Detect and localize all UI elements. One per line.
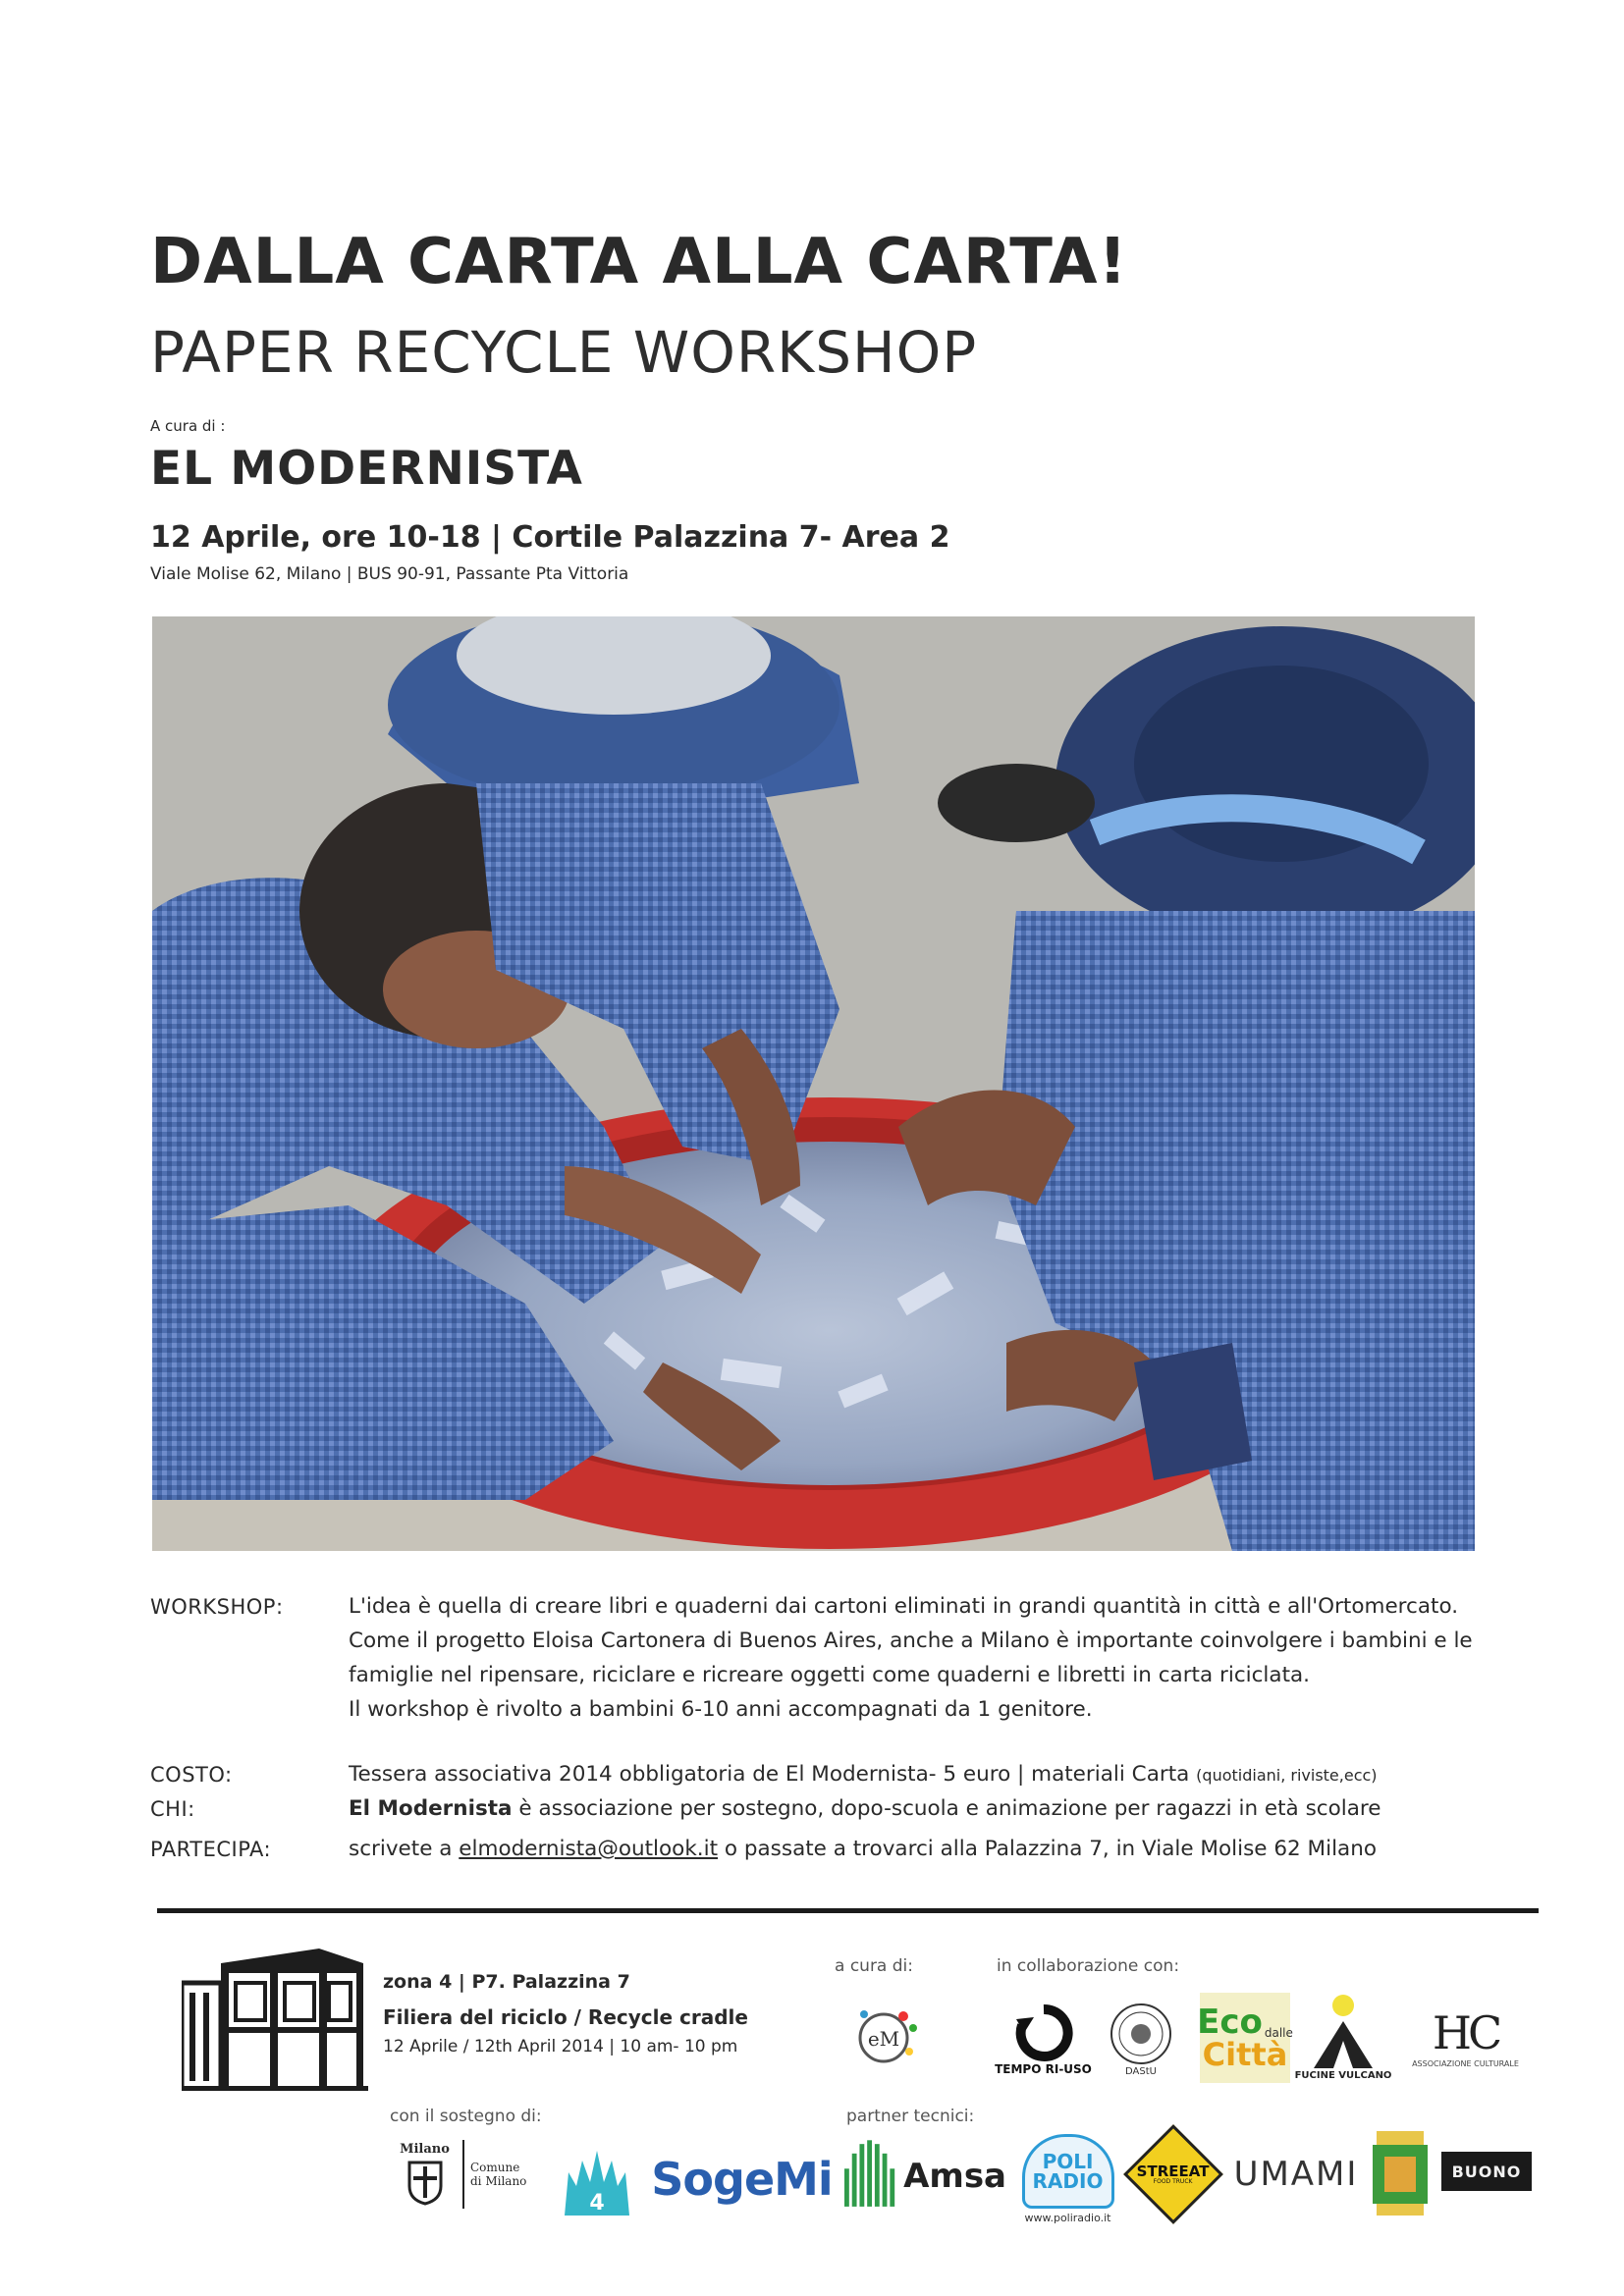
sogemi-logo: SogeMi [651,2153,833,2206]
partecipa-post: o passate a trovarci alla Palazzina 7, in Viale Molise 62 Milano [718,1837,1377,1861]
event-date-location: 12 Aprile, ore 10-18 | Cortile Palazzina 7- Area 2 [150,520,950,555]
workshop-line: Come il progetto Eloisa Cartonera di Buenos Aires, anche a Milano è importante coinvolgere i bambini e le [349,1629,1473,1653]
workshop-photo [152,616,1475,1551]
workshop-line: Il workshop è rivolto a bambini 6-10 anni accompagnati da 1 genitore. [349,1697,1093,1722]
email-link[interactable]: elmodernista@outlook.it [459,1837,719,1861]
streeat-logo: STREEAT FOOD TRUCK [1124,2125,1222,2223]
fucine-vulcano-logo: FUCINE VULCANO [1294,1983,1392,2089]
a-cura-di-label: a cura di: [835,1956,913,1976]
partecipa-label: PARTECIPA: [150,1838,272,1861]
partecipa-pre: scrivete a [349,1837,460,1861]
partecipa-text [349,1832,1478,1866]
el-modernista-logo [844,2002,923,2071]
umami-logo: UMAMI [1233,2155,1359,2194]
poli-radio-logo: POLI RADIO www.poliradio.it [1021,2120,1114,2238]
dastu-logo: DAStU [1102,1993,1180,2086]
eco-dalle-citta-logo: Eco dalle Città [1200,1993,1290,2083]
svg-text:4: 4 [589,2190,605,2216]
chi-text [349,1791,1478,1826]
organizer-name: EL MODERNISTA [150,442,583,496]
footer-zone: zona 4 | P7. Palazzina 7 [383,1971,630,1993]
footer-filiera: Filiera del riciclo / Recycle cradle [383,2005,748,2029]
workshop-line: famiglie nel ripensare, riciclare e ricreare oggetti come quaderni e libretti in carta riciclata. [349,1663,1311,1687]
chi-organizer: El Modernista [349,1796,513,1821]
footer-divider [157,1908,1539,1913]
event-address: Viale Molise 62, Milano | BUS 90-91, Passante Pta Vittoria [150,564,629,584]
costo-note: (quotidiani, riviste,ecc) [1196,1766,1378,1785]
comune-di-milano-logo: Milano Comune di Milano [393,2132,530,2216]
workshop-label: WORKSHOP: [150,1595,284,1619]
hc-associazione-logo: HC ASSOCIAZIONE CULTURALE [1412,2005,1519,2068]
workshop-line: L'idea è quella di creare libri e quaderni dai cartoni eliminati in grandi quantità in città e all'Ortomercato. [349,1594,1459,1619]
zona-4-logo [558,2145,636,2218]
svg-text:eM: eM [867,2027,900,2051]
chi-label: CHI: [150,1797,195,1821]
footer-dates: 12 Aprile / 12th April 2014 | 10 am- 10 pm [383,2037,738,2056]
palazzina-building-icon [182,1944,368,2091]
poster-title: DALLA CARTA ALLA CARTA! [150,226,1128,298]
curated-by-label: A cura di : [150,417,226,435]
collaborazione-label: in collaborazione con: [997,1956,1180,1976]
costo-main: Tessera associativa 2014 obbligatoria de El Modernista- 5 euro | materiali Carta [349,1762,1190,1787]
costo-label: COSTO: [150,1763,233,1787]
buono-logo: BUONO [1441,2152,1532,2191]
sostegno-label: con il sostegno di: [390,2107,542,2126]
partner-label: partner tecnici: [846,2107,975,2126]
workshop-description [349,1589,1478,1727]
green-crest-logo [1370,2130,1431,2218]
amsa-logo: Amsa [844,2132,1006,2220]
poster-subtitle: PAPER RECYCLE WORKSHOP [150,319,978,386]
tempo-riuso-logo: TEMPO RI-USO [997,1993,1090,2086]
chi-description: è associazione per sostegno, dopo-scuola e animazione per ragazzi in età scolare [512,1796,1381,1821]
costo-text [349,1757,1478,1792]
